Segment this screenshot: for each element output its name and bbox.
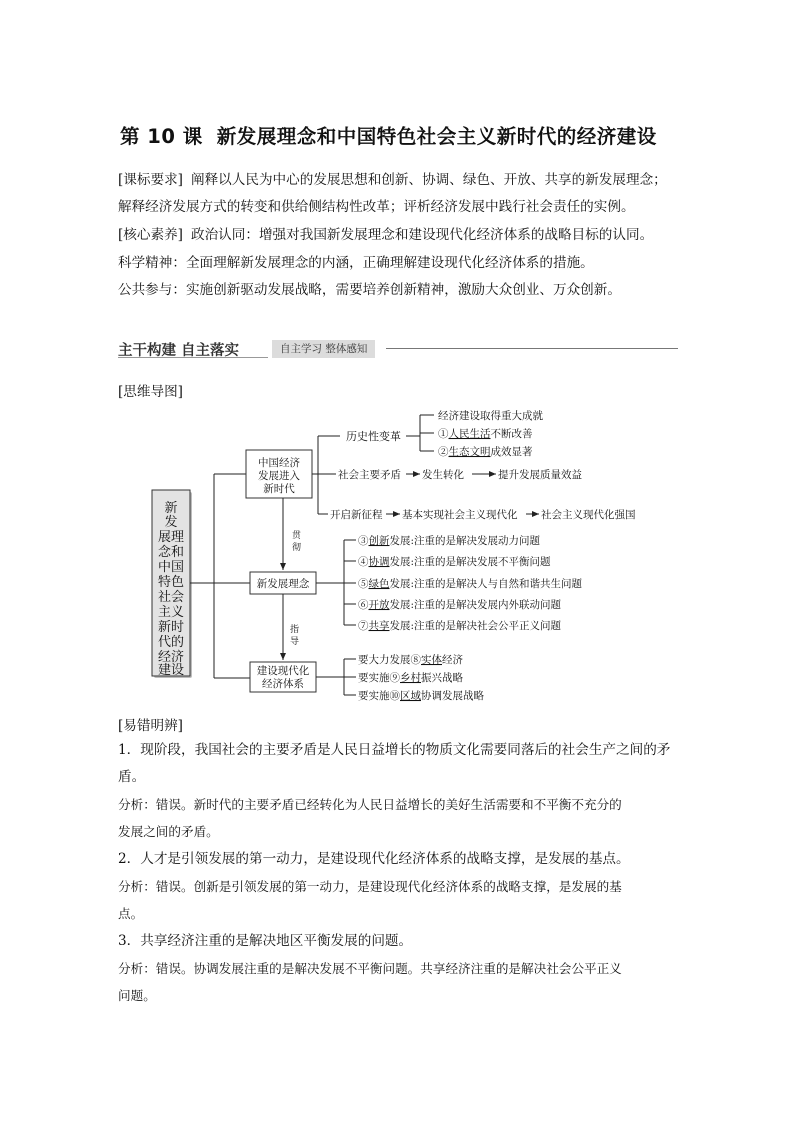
svg-text:新发展理念: 新发展理念 <box>256 578 310 590</box>
system-item-3: 要实施⑩区域协调发展战略 <box>358 690 484 702</box>
concept-green: ⑤绿色发展:注重的是解决人与自然和谐共生问题 <box>358 578 583 590</box>
historic-item-1: 经济建设取得重大成就 <box>438 410 543 422</box>
root-text-12: 建设 <box>157 663 185 678</box>
root-text-7: 社会 <box>157 590 185 605</box>
lesson-number: 第 10 课 <box>120 125 203 148</box>
system-connectors <box>316 659 356 695</box>
lesson-title: 新发展理念和中国特色社会主义新时代的经济建设 <box>216 125 657 148</box>
error-1-analysis-1: 分析：错误。新时代的主要矛盾已经转化为人民日益增长的美好生活需要和不平衡不充分的 <box>118 797 622 812</box>
journey-c: 社会主义现代化强国 <box>541 509 636 521</box>
journey-a: 开启新征程 <box>330 509 383 521</box>
svg-text:彻: 彻 <box>292 543 302 553</box>
historic-item-3: ②生态文明成效显著 <box>438 446 533 458</box>
errors-label: [易错明辨] <box>118 718 183 734</box>
root-text-8: 主义 <box>157 605 185 620</box>
error-3-analysis-1: 分析：错误。协调发展注重的是解决发展不平衡问题。共享经济注重的是解决社会公平正义 <box>118 961 622 976</box>
root-text-9: 新时 <box>157 620 185 635</box>
error-2-analysis-1: 分析：错误。创新是引领发展的第一动力，是建设现代化经济体系的战略支撑，是发展的基 <box>118 879 622 894</box>
literacy-tag: [核心素养] <box>118 227 183 243</box>
contradiction-b: 发生转化 <box>422 469 464 481</box>
system-item-2: 要实施⑨乡村振兴战略 <box>358 672 463 684</box>
concept-openness: ⑥开放发展:注重的是解决发展内外联动问题 <box>358 599 562 611</box>
historic-change: 历史性变革 <box>346 430 401 443</box>
error-1-question-1: 1．现阶段，我国社会的主要矛盾是人民日益增长的物质文化需要同落后的社会生产之间的矛 <box>118 742 671 758</box>
root-text-1: 新 <box>164 501 178 516</box>
svg-text:贯: 贯 <box>292 531 302 541</box>
literacy-line-2: 科学精神：全面理解新发展理念的内涵，正确理解建设现代化经济体系的措施。 <box>118 255 594 271</box>
root-text-6: 特色 <box>157 575 185 590</box>
concept-sharing: ⑦共享发展:注重的是解决社会公平正义问题 <box>358 620 562 632</box>
mindmap-label: [思维导图] <box>118 384 183 400</box>
historic-item-2: ①人民生活不断改善 <box>438 428 533 440</box>
svg-text:发展进入: 发展进入 <box>258 470 300 482</box>
root-text-5: 中国 <box>157 560 185 575</box>
contradiction-a: 社会主要矛盾 <box>338 469 401 481</box>
root-text-11: 经济 <box>157 650 185 665</box>
journey-b: 基本实现社会主义现代化 <box>402 509 518 521</box>
root-text-10: 代的 <box>157 635 185 650</box>
error-3-question-1: 3．共享经济注重的是解决地区平衡发展的问题。 <box>118 933 413 949</box>
concept-connectors <box>316 540 356 625</box>
literacy-line-3: 公共参与：实施创新驱动发展战略，需要培养创新精神，激励大众创业、万众创新。 <box>118 282 621 298</box>
root-connectors <box>190 474 250 678</box>
banner-title: 主干构建 自主落实 <box>118 343 240 359</box>
svg-text:中国经济: 中国经济 <box>258 457 300 469</box>
banner-subtitle: 自主学习 整体感知 <box>272 340 375 358</box>
error-1-analysis-2: 发展之间的矛盾。 <box>118 824 219 839</box>
concept-coordination: ④协调发展:注重的是解决发展不平衡问题 <box>358 556 551 568</box>
error-3-analysis-2: 问题。 <box>118 988 156 1003</box>
requirements-line-1: [课标要求] 阐释以人民为中心的发展思想和创新、协调、绿色、开放、共享的新发展理念； <box>118 172 667 188</box>
svg-text:新时代: 新时代 <box>263 483 295 495</box>
system-item-1: 要大力发展⑧实体经济 <box>358 654 463 666</box>
root-text-2: 发 <box>164 515 178 530</box>
concept-innovation: ③创新发展:注重的是解决发展动力问题 <box>358 535 541 547</box>
root-text-3: 展理 <box>157 530 185 545</box>
error-2-question-1: 2．人才是引领发展的第一动力，是建设现代化经济体系的战略支撑，是发展的基点。 <box>118 851 630 867</box>
svg-text:建设现代化: 建设现代化 <box>256 665 310 677</box>
contradiction-c: 提升发展质量效益 <box>498 469 582 481</box>
svg-text:导: 导 <box>290 637 300 647</box>
root-text-4: 念和 <box>157 545 185 560</box>
svg-text:经济体系: 经济体系 <box>262 678 304 690</box>
requirements-line-2: 解释经济发展方式的转变和供给侧结构性改革；评析经济发展中践行社会责任的实例。 <box>118 199 635 215</box>
literacy-line-1: [核心素养] 政治认同：增强对我国新发展理念和建设现代化经济体系的战略目标的认同。 <box>118 227 654 243</box>
error-1-question-2: 盾。 <box>118 769 146 785</box>
requirements-tag: [课标要求] <box>118 172 183 188</box>
error-2-analysis-2: 点。 <box>118 906 144 921</box>
svg-text:指: 指 <box>290 625 300 635</box>
